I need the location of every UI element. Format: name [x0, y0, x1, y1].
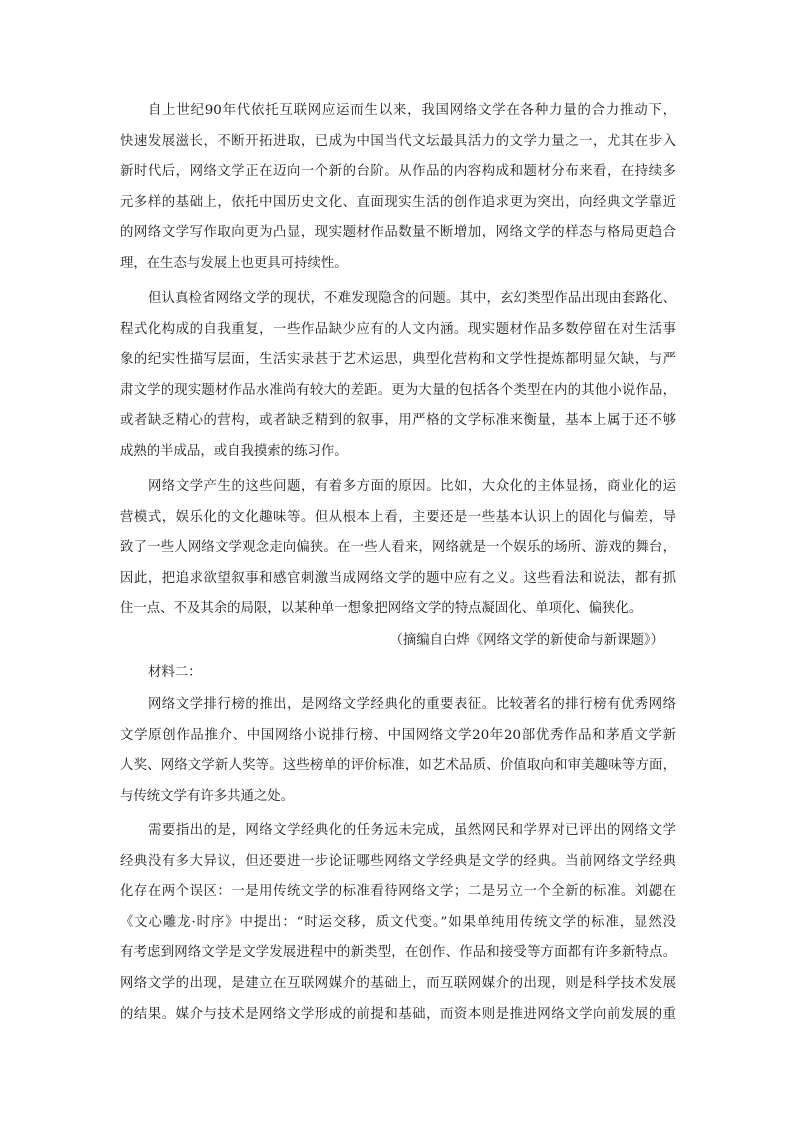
- paragraph-4: [120, 690, 676, 812]
- text-line: 化存在两个误区：一是用传统文学的标准看待网络文学；二是另立一个全新的标准。刘勰在: [120, 884, 676, 900]
- text-line: 致了一些人网络文学观念走向偏狭。在一些人看来，网络就是一个娱乐的场所、游戏的舞台，: [120, 540, 676, 556]
- text-line: 网络文学产生的这些问题，有着多方面的原因。比如，大众化的主体显扬，商业化的运: [148, 479, 676, 494]
- text-line: 自上世纪90年代依托互联网应运而生以来，我国网络文学在各种力量的合力推动下，: [148, 103, 676, 118]
- text-line: 《文心雕龙·时序》中提出：“时运交移，质文代变。”如果单纯用传统文学的标准，显然没: [120, 914, 676, 930]
- paragraph-2: [120, 284, 676, 468]
- text-line: 网络文学的出现，是建立在互联网媒介的基础上，而互联网媒介的出现，则是科学技术发展: [120, 975, 676, 991]
- text-line: 营模式，娱乐化的文化趣味等。但从根本上看，主要还是一些基本认识上的固化与偏差，导: [120, 509, 676, 525]
- text-line: 新时代后，网络文学正在迈向一个新的台阶。从作品的内容构成和题材分布来看，在持续多: [120, 164, 676, 180]
- text-line: 文学原创作品推介、中国网络小说排行榜、中国网络文学20年20部优秀作品和茅盾文学新: [120, 727, 676, 743]
- text-line: 成熟的半成品，或自我摸索的练习作。: [120, 443, 348, 459]
- text-line: 经典没有多大异议，但还要进一步论证哪些网络文学经典是文学的经典。当前网络文学经典: [120, 853, 676, 869]
- text-line: 程式化构成的自我重复，一些作品缺少应有的人文内涵。现实题材作品多数停留在对生活事: [120, 321, 676, 337]
- text-line: 的结果。媒介与技术是网络文学形成的前提和基础，而资本则是推进网络文学向前发展的重: [120, 1006, 676, 1022]
- text-line: 因此，把追求欲望叙事和感官刺激当成网络文学的题中应有之义。这些看法和说法，都有抓: [120, 570, 676, 586]
- paragraph-3: [120, 472, 676, 625]
- text-line: 肃文学的现实题材作品水准尚有较大的差距。更为大量的包括各个类型在内的其他小说作品，: [120, 382, 676, 398]
- text-line: 象的纪实性描写层面，生活实录甚于艺术运思，典型化营构和文学性提炼都明显欠缺，与严: [120, 352, 676, 368]
- text-line: 有考虑到网络文学是文学发展进程中的新类型，在创作、作品和接受等方面都有许多新特点。: [120, 945, 676, 961]
- text-line: 住一点、不及其余的局限，以某种单一想象把网络文学的特点凝固化、单项化、偏狭化。: [120, 601, 643, 617]
- text-line: 人奖、网络文学新人奖等。这些榜单的评价标准，如艺术品质、价值取向和审美趣味等方面，: [120, 758, 676, 774]
- text-line: 元多样的基础上，依托中国历史文化、直面现实生活的创作追求更为突出，向经典文学靠近: [120, 194, 676, 210]
- text-line: 的网络文学写作取向更为凸显，现实题材作品数量不断增加，网络文学的样态与格局更趋合: [120, 225, 676, 241]
- text-line: 需要指出的是，网络文学经典化的任务远未完成，虽然网民和学界对已评出的网络文学: [148, 823, 676, 838]
- paragraph-5: [120, 816, 676, 1030]
- text-line: 理，在生态与发展上也更具可持续性。: [120, 255, 348, 271]
- text-line: 与传统文学有许多共通之处。: [120, 788, 295, 804]
- section-heading: 材料二：: [148, 665, 202, 680]
- source-citation: （摘编自白烨《网络文学的新使命与新课题》）: [389, 633, 664, 648]
- text-line: 但认真检省网络文学的现状，不难发现隐含的问题。其中，玄幻类型作品出现由套路化、: [148, 291, 676, 306]
- paragraph-1: [120, 96, 676, 280]
- text-line: 或者缺乏精心的营构，或者缺乏精到的叙事，用严格的文学标准来衡量，基本上属于还不够: [120, 413, 676, 429]
- text-line: 快速发展滋长，不断开拓进取，已成为中国当代文坛最具活力的文学力量之一，尤其在步入: [120, 133, 676, 149]
- text-line: 网络文学排行榜的推出，是网络文学经典化的重要表征。比较著名的排行榜有优秀网络: [148, 697, 676, 712]
